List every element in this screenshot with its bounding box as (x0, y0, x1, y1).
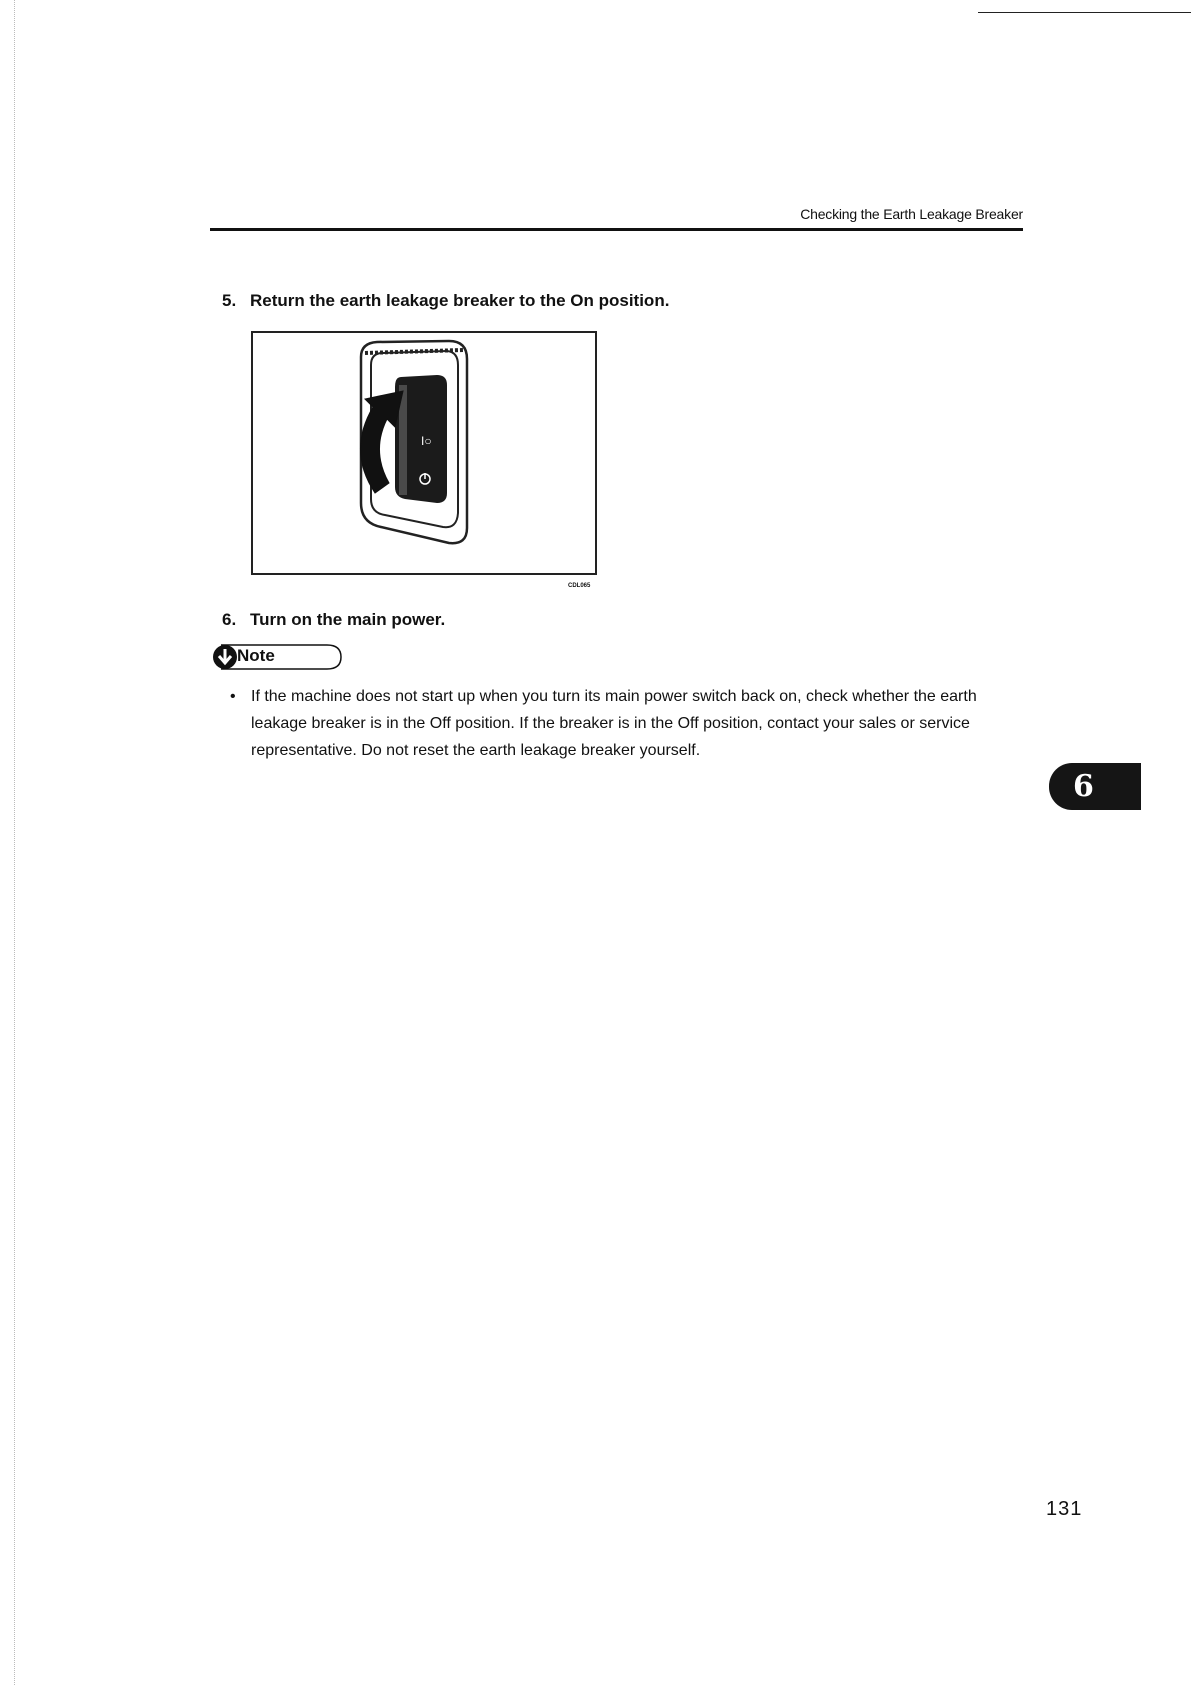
step-5 (222, 291, 669, 311)
step-number: 5. (222, 291, 237, 310)
bullet-marker: • (230, 688, 236, 705)
page-number: 131 (1046, 1498, 1083, 1520)
header-rule (210, 228, 1023, 231)
step-6 (222, 610, 445, 630)
note-arrow-icon (211, 642, 343, 672)
svg-text:I○: I○ (421, 434, 432, 448)
breaker-figure (251, 331, 597, 575)
figure-code: CDL065 (568, 583, 591, 589)
note-text: If the machine does not start up when you turn its main power switch back on, check whether the earth leakage breaker is in the Off position. If the breaker is in the Off position, contact your sales or service representative. Do not reset the earth leakage breaker yourself. (251, 688, 977, 759)
note-label: Note (237, 646, 275, 665)
step-text: Turn on the main power. (250, 610, 446, 629)
breaker-switch-illustration (253, 333, 595, 573)
chapter-number: 6 (1073, 769, 1094, 804)
note-badge (211, 642, 343, 672)
step-text: Return the earth leakage breaker to the On position. (250, 291, 670, 310)
chapter-tab (1049, 763, 1141, 810)
note-item (230, 683, 1020, 764)
corner-rule (978, 12, 1191, 13)
binding-edge (14, 0, 15, 1685)
step-number: 6. (222, 610, 237, 629)
running-head: Checking the Earth Leakage Breaker (800, 206, 1023, 222)
